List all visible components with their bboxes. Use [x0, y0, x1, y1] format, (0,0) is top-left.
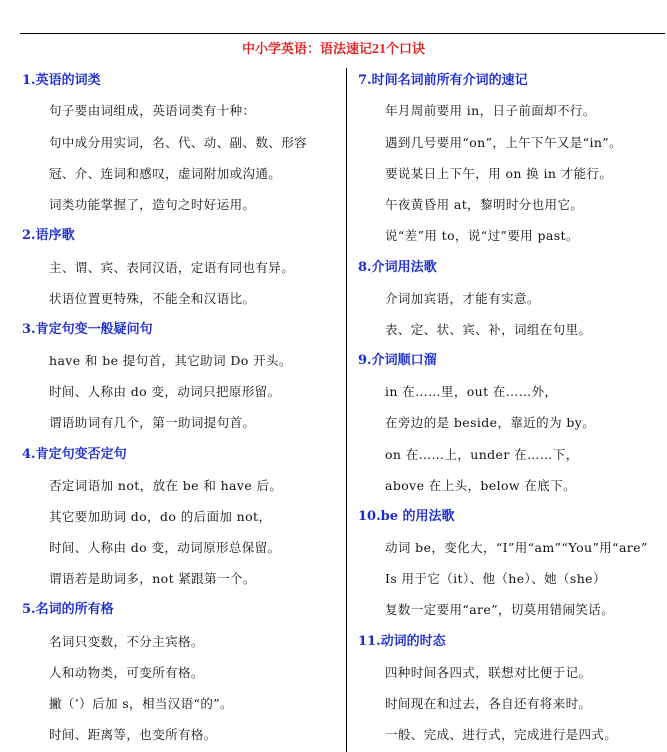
top-rule [20, 33, 665, 34]
body-line: 复数一定要用“are”，切莫用错闹笑话。 [385, 602, 615, 617]
section-heading: 1.英语的词类 [22, 73, 101, 88]
title-number: 21 [372, 42, 386, 57]
section-heading: 3.肯定句变一般疑问句 [22, 322, 153, 337]
body-line: 一般、完成、进行式，完成进行是四式。 [385, 727, 618, 742]
section-heading: 9.介词顺口溜 [358, 353, 437, 368]
body-line: 午夜黄昏用 at，黎明时分也用它。 [385, 197, 584, 212]
body-line: 介词加宾语，才能有实意。 [385, 291, 540, 306]
body-line: 句中成分用实词，名、代、动、副、数、形容 [49, 135, 308, 150]
title-suffix: 个口诀 [386, 42, 426, 57]
body-line: 遇到几号要用“on”，上午下午又是“in”。 [385, 135, 622, 150]
body-line: in 在……里，out 在……外， [385, 384, 558, 399]
body-line: 说“差”用 to，说“过”要用 past。 [385, 228, 579, 243]
body-line: 表、定、状、宾、补，词组在句里。 [385, 322, 592, 337]
body-line: 人和动物类，可变所有格。 [49, 665, 204, 680]
body-line: 名词只变数，不分主宾格。 [49, 634, 204, 649]
body-line: 状语位置更特殊，不能全和汉语比。 [49, 291, 256, 306]
section-heading: 2.语序歌 [22, 228, 75, 243]
body-line: 要说某日上下午，用 on 换 in 才能行。 [385, 166, 613, 181]
body-line: 冠、介、连词和感叹，虚词附加或沟通。 [49, 166, 282, 181]
body-line: 谓语助词有几个，第一助词提句首。 [49, 415, 256, 430]
body-line: on 在……上，under 在……下， [385, 447, 579, 462]
body-line: 句子要由词组成，英语词类有十种： [49, 103, 256, 118]
column-divider [346, 68, 347, 752]
section-heading: 4.肯定句变否定句 [22, 447, 127, 462]
body-line: 时间、人称由 do 变，动词只把原形留。 [49, 384, 281, 399]
title-prefix: 中小学英语：语法速记 [241, 42, 372, 57]
body-line: 撇（’）后加 s，相当汉语“的”。 [49, 696, 233, 711]
body-line: 词类功能掌握了，造句之时好运用。 [49, 197, 256, 212]
section-heading: 11.动词的时态 [358, 634, 446, 649]
section-heading: 8.介词用法歌 [358, 260, 437, 275]
body-line: 否定词语加 not，放在 be 和 have 后。 [49, 478, 283, 493]
body-line: 谓语若是助词多，not 紧跟第一个。 [49, 571, 256, 586]
body-line: 时间现在和过去，各自还有将来时。 [385, 696, 592, 711]
section-heading: 7.时间名词前所有介词的速记 [358, 73, 528, 88]
page-title [0, 42, 667, 58]
body-line: Is 用于它（it）、他（he）、她（she） [385, 571, 606, 586]
body-line: 动词 be，变化大，“I”用“am”“You”用“are” [385, 540, 648, 555]
body-line: 在旁边的是 beside，靠近的为 by。 [385, 415, 596, 430]
section-heading: 5.名词的所有格 [22, 602, 114, 617]
body-line: 时间、人称由 do 变，动词原形总保留。 [49, 540, 281, 555]
body-line: 四种时间各四式，联想对比便于记。 [385, 665, 592, 680]
body-line: have 和 be 提句首，其它助词 Do 开头。 [49, 353, 292, 368]
body-line: 年月周前要用 in，日子前面却不行。 [385, 103, 596, 118]
section-heading: 10.be 的用法歌 [358, 509, 455, 524]
body-line: above 在上头，below 在底下。 [385, 478, 577, 493]
body-line: 其它要加助词 do，do 的后面加 not， [49, 509, 272, 524]
body-line: 时间、距离等，也变所有格。 [49, 727, 217, 742]
body-line: 主、谓、宾、表同汉语，定语有同也有异。 [49, 260, 295, 275]
